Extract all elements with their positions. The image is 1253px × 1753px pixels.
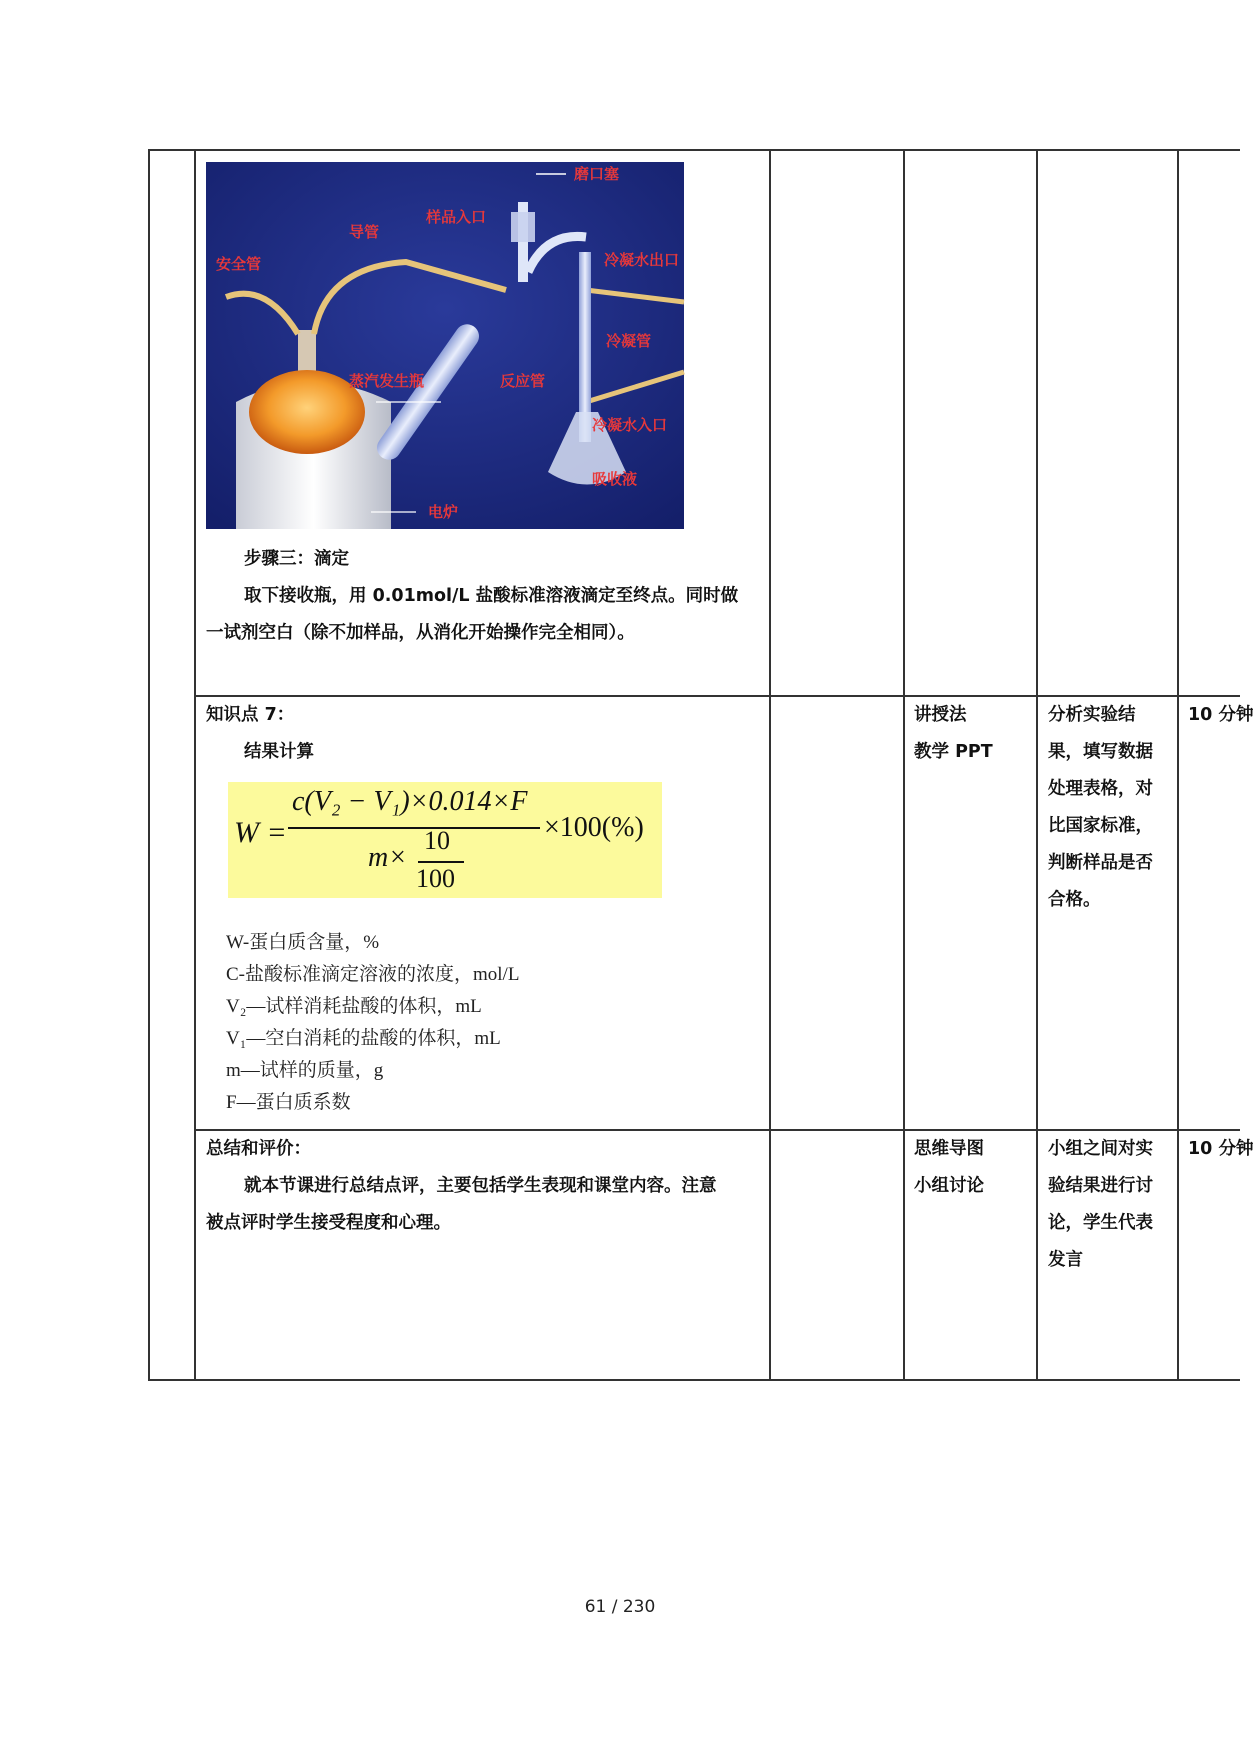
student-activity-line: 处理表格，对	[1048, 779, 1153, 799]
distillation-apparatus-image	[206, 162, 684, 529]
student-activity-line: 合格。	[1048, 890, 1101, 910]
formula-denominator-m: m×	[368, 842, 408, 873]
col-line-2	[769, 149, 771, 1381]
label-electric-stove: 电炉	[428, 505, 459, 521]
symbol-definition: C-盐酸标准滴定溶液的浓度，mol/L	[226, 964, 520, 985]
time-allocation: 10 分钟	[1188, 1139, 1253, 1159]
teaching-method-1: 讲授法	[914, 705, 967, 725]
symbol-definition: W-蛋白质含量，%	[226, 932, 380, 953]
table-top-border	[148, 149, 1240, 151]
result-calc-subheading: 结果计算	[244, 742, 314, 762]
teaching-method-2: 小组讨论	[914, 1176, 984, 1196]
formula-inner-denominator: 100	[416, 864, 455, 893]
student-activity-line: 小组之间对实	[1048, 1139, 1153, 1159]
step-title: 步骤三：滴定	[244, 549, 349, 569]
formula-rhs: ×100(%)	[544, 812, 644, 843]
summary-text-line-2: 被点评时学生接受程度和心理。	[206, 1213, 451, 1233]
formula-numerator: c(V₂ − V₁)×0.014×F	[292, 786, 528, 817]
table-bottom-border	[148, 1379, 1240, 1381]
label-steam-flask: 蒸汽发生瓶	[349, 374, 425, 390]
col-line-3	[903, 149, 905, 1381]
symbol-definition: F—蛋白质系数	[226, 1092, 351, 1113]
label-condenser-inlet: 冷凝水入口	[592, 418, 668, 434]
student-activity-line: 发言	[1048, 1250, 1083, 1270]
formula-inner-numerator: 10	[424, 826, 450, 855]
symbol-definition: V₁—空白消耗的盐酸的体积，mL	[226, 1028, 501, 1049]
student-activity-line: 分析实验结	[1048, 705, 1136, 725]
student-activity-line: 果，填写数据	[1048, 742, 1153, 762]
page-number: 61 / 230	[584, 1597, 656, 1617]
knowledge-point-heading: 知识点 7：	[206, 705, 295, 725]
formula-inner-fraction-bar	[418, 861, 464, 863]
label-condenser: 冷凝管	[606, 334, 652, 350]
label-grinding-plug: 磨口塞	[574, 167, 620, 183]
student-activity-line: 论，学生代表	[1048, 1213, 1153, 1233]
student-activity-line: 比国家标准，	[1048, 816, 1153, 836]
label-reaction-tube: 反应管	[500, 374, 546, 390]
symbol-definition: m—试样的质量，g	[226, 1060, 384, 1081]
summary-text-line-1: 就本节课进行总结点评，主要包括学生表现和课堂内容。注意	[244, 1176, 717, 1196]
col-line-1	[194, 149, 196, 1381]
label-sample-inlet: 样品入口	[426, 210, 487, 226]
teaching-method-1: 思维导图	[914, 1139, 984, 1159]
formula-lhs: W =	[234, 816, 287, 849]
col-line-0	[148, 149, 150, 1381]
symbol-definition: V₂—试样消耗盐酸的体积，mL	[226, 996, 482, 1017]
step-text-line-1: 取下接收瓶，用 0.01mol/L 盐酸标准溶液滴定至终点。同时做	[244, 586, 739, 606]
label-conduit: 导管	[349, 225, 380, 241]
formula-main-fraction-bar	[288, 827, 540, 829]
label-safety-tube: 安全管	[216, 257, 262, 273]
protein-formula	[228, 782, 662, 898]
teaching-method-2: 教学 PPT	[914, 742, 993, 762]
student-activity-line: 验结果进行讨	[1048, 1176, 1153, 1196]
time-allocation: 10 分钟	[1188, 705, 1253, 725]
col-line-5	[1177, 149, 1179, 1381]
label-condenser-outlet: 冷凝水出口	[604, 253, 680, 269]
summary-heading: 总结和评价：	[206, 1139, 311, 1159]
student-activity-line: 判断样品是否	[1048, 853, 1153, 873]
label-absorbent: 吸收液	[592, 472, 638, 488]
col-line-4	[1036, 149, 1038, 1381]
step-text-line-2: 一试剂空白（除不加样品，从消化开始操作完全相同）。	[206, 623, 635, 643]
